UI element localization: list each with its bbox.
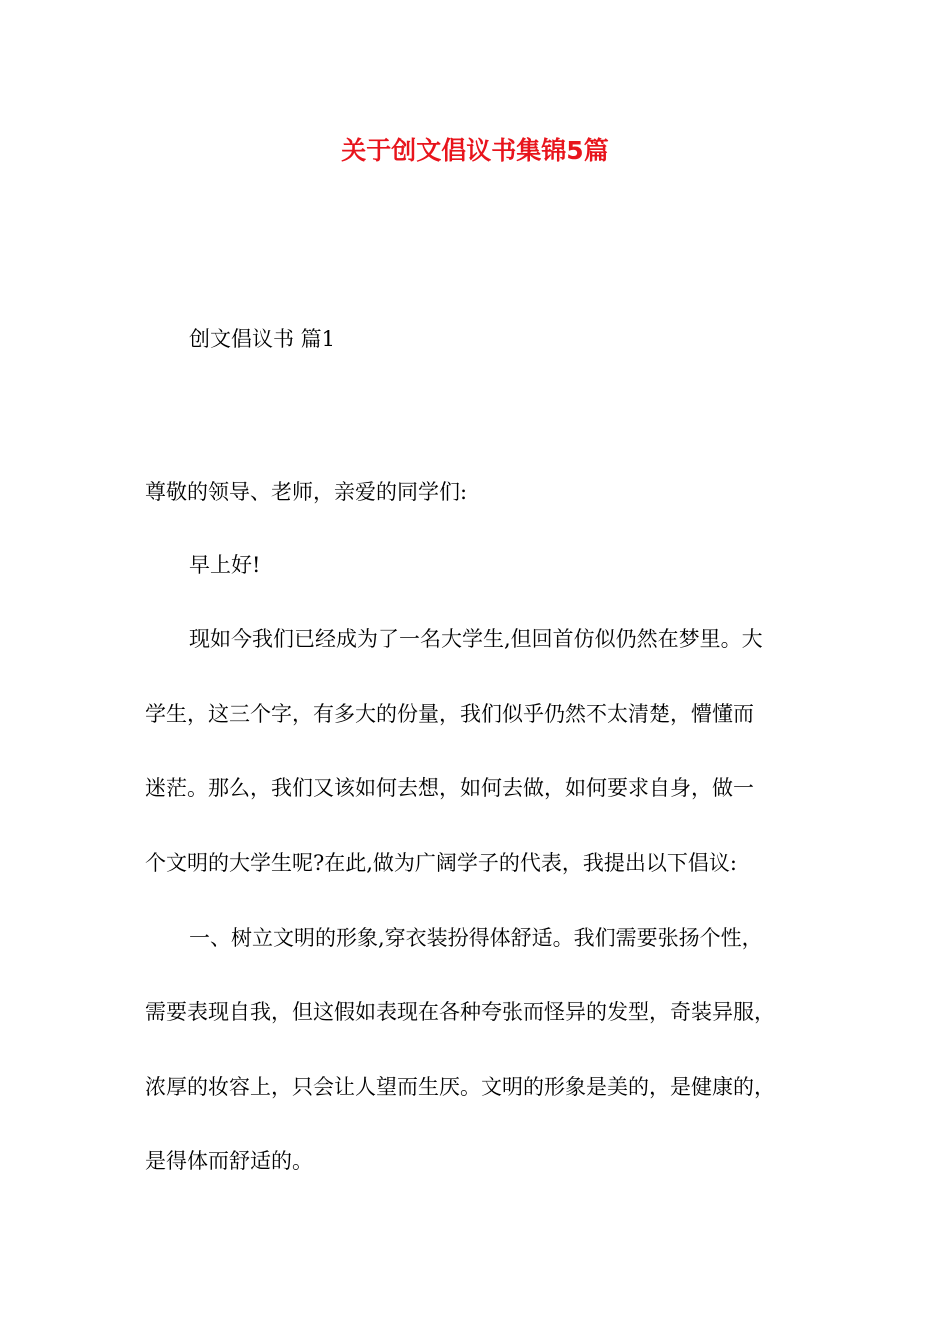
section-heading: 创文倡议书 篇1: [189, 327, 336, 351]
paragraph-line: 需要表现自我，但这假如表现在各种夸张而怪异的发型，奇装异服，: [145, 1000, 775, 1024]
paragraph-line: 现如今我们已经成为了一名大学生,但回首仿似仍然在梦里。大: [189, 627, 763, 651]
salutation: 尊敬的领导、老师，亲爱的同学们:: [145, 480, 468, 504]
paragraph-line: 是得体而舒适的。: [145, 1149, 313, 1173]
paragraph-line: 学生，这三个字，有多大的份量，我们似乎仍然不太清楚，懵懂而: [145, 702, 754, 726]
paragraph-line: 一、树立文明的形象,穿衣装扮得体舒适。我们需要张扬个性，: [189, 926, 763, 950]
greeting: 早上好!: [189, 553, 261, 577]
paragraph-line: 浓厚的妆容上，只会让人望而生厌。文明的形象是美的，是健康的，: [145, 1075, 775, 1099]
paragraph-line: 迷茫。那么，我们又该如何去想，如何去做，如何要求自身，做一: [145, 776, 754, 800]
document-title: 关于创文倡议书集锦5篇: [341, 136, 609, 165]
paragraph-line: 个文明的大学生呢?在此,做为广阔学子的代表，我提出以下倡议:: [145, 851, 738, 875]
